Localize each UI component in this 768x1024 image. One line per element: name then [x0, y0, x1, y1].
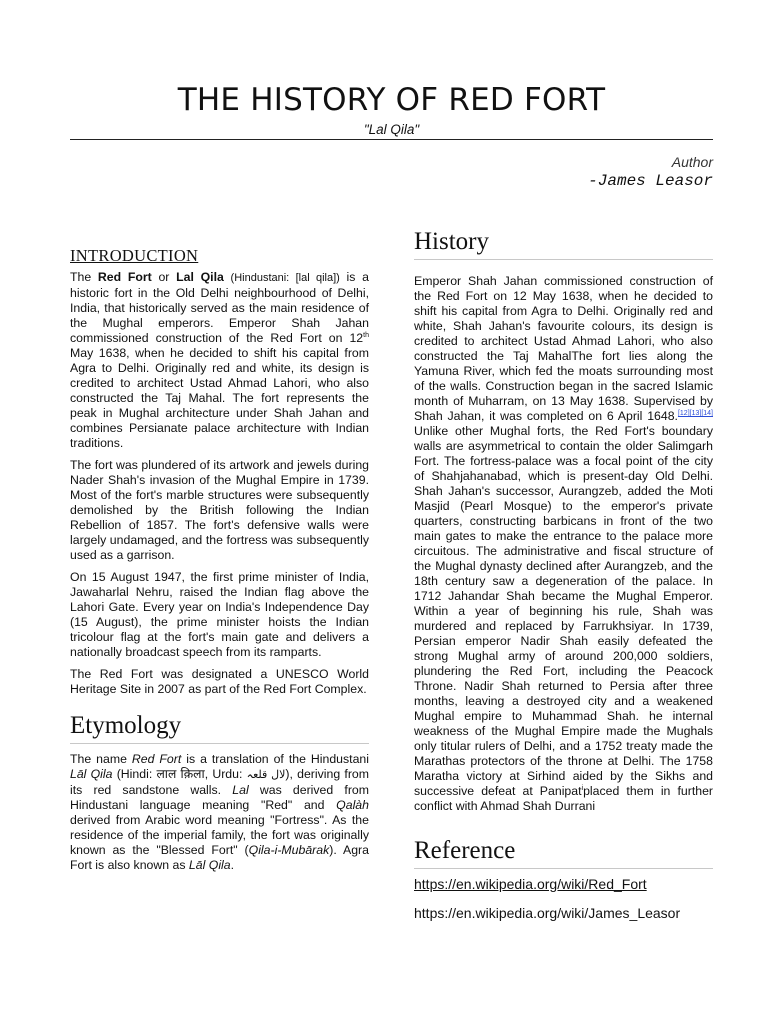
italic-term-lal: Lal [232, 783, 249, 797]
italic-term-qila-i-mubarak: Qila-i-Mubārak [248, 843, 330, 857]
text-run: is a translation of the Hindustani [181, 752, 369, 766]
introduction-heading: INTRODUCTION [70, 246, 199, 265]
text-run: placed them in further conflict with Ahmad Shah Durrani [414, 784, 714, 813]
title-divider [70, 139, 713, 140]
italic-term-red-fort: Red Fort [131, 752, 182, 766]
citation-mark: i [581, 784, 584, 792]
text-run: or [151, 270, 177, 284]
page-subtitle: "Lal Qila" [363, 122, 420, 137]
author-label: Author [671, 154, 713, 170]
text-run: ). Agra Fort is also known as [70, 843, 369, 872]
introduction-paragraph-2: The fort was plundered of its artwork and jewels during Nader Shah's invasion of the Mughal Empire in 1739. Most of the fort's marble structures were subsequently demolished by the British following the Indian Rebellion of 1857. The fort's defensive walls were largely undamaged, and the fortress was subsequently used as a garrison. [70, 458, 369, 562]
citation-link[interactable]: [12][13][14] [677, 409, 713, 417]
text-run: Emperor Shah Jahan commissioned construction of the Red Fort on 12 May 1638, when he decided to shift his capital from Agra to Delhi. Originally red and white, Shah Jahan's favourite colours, its design is credited to architect Ustad Ahmad Lahori, who also constructed the Taj MahalThe fort lies along the Yamuna River, which fed the moats surrounding most of the walls. Construction began in the sacred Islamic month of Muharram, on 13 May 1638. Supervised by Shah Jahan, it was completed on 6 April 1648. [414, 274, 713, 423]
etymology-heading: Etymology [70, 711, 369, 744]
reference-link-james-leasor[interactable]: https://en.wikipedia.org/wiki/James_Leasor [414, 905, 681, 921]
reference-link-red-fort[interactable]: https://en.wikipedia.org/wiki/Red_Fort [414, 876, 647, 892]
urdu-script: لال قلعہ [246, 769, 286, 781]
bold-term-red-fort: Red Fort [97, 270, 152, 284]
pronunciation-note: (Hindustani: [lal qila]) [230, 272, 340, 284]
italic-term-lal-qila: Lāl Qila [70, 767, 113, 781]
text-run: (Hindi: [112, 767, 157, 781]
italic-term-lal-qila: Lāl Qila [188, 858, 231, 872]
page-title: THE HISTORY OF RED FORT [177, 82, 606, 118]
introduction-paragraph-1 [70, 270, 369, 451]
text-run: was derived from Hindustani language meaning "Red" and [70, 783, 369, 812]
italic-term-qalah: Qalàh [336, 798, 369, 812]
text-run: May 1638, when he decided to shift his capital from Agra to Delhi. Originally red and white, its design is credited to architect Ustad Ahmad Lahori, who also constructed the Taj Mahal. The fort represents the peak in Mughal architecture under Shah Jahan and combines Persianate palace architecture with Indian traditions. [70, 346, 369, 450]
text-run: , Urdu: [204, 767, 247, 781]
history-heading: History [414, 227, 713, 260]
text-run: The [70, 270, 98, 284]
right-column [414, 227, 713, 930]
text-run: The name [70, 752, 132, 766]
reference-heading: Reference [414, 836, 713, 869]
text-run: ), deriving from its red sandstone walls. [70, 767, 369, 797]
etymology-paragraph [70, 752, 369, 873]
introduction-paragraph-3: On 15 August 1947, the first prime minister of India, Jawaharlal Nehru, raised the Indian flag above the Lahori Gate. Every year on India's Independence Day (15 August), the prime minister hoists the Indian tricolour flag at the fort's main gate and delivers a nationally broadcast speech from its ramparts. [70, 570, 369, 659]
hindi-script: लाल क़िला [156, 767, 205, 781]
text-run: is a historic fort in the Old Delhi neighbourhood of Delhi, India, that historically served as the main residence of the Mughal emperors. Emperor Shah Jahan commissioned construction of the Red Fort on 12 [70, 270, 369, 345]
text-run: . [230, 858, 235, 872]
text-run [224, 270, 231, 284]
bold-term-lal-qila: Lal Qila [176, 270, 224, 284]
left-column [70, 248, 369, 880]
text-run: derived from Arabic word meaning "Fortress". As the residence of the imperial family, the fort was originally known as the "Blessed Fort" ( [70, 813, 369, 857]
history-paragraph [414, 274, 713, 814]
ordinal-suffix: th [363, 331, 369, 339]
author-name: -James Leasor [588, 172, 713, 190]
introduction-paragraph-4: The Red Fort was designated a UNESCO World Heritage Site in 2007 as part of the Red Fort Complex. [70, 667, 369, 696]
text-run: Unlike other Mughal forts, the Red Fort's boundary walls are asymmetrical to contain the older Salimgarh Fort. The fortress-palace was a focal point of the city of Shahjahanabad, which is present-day Old Delhi. Shah Jahan's successor, Aurangzeb, added the Moti Masjid (Pearl Mosque) to the emperor's private quarters, constructing barbicans in front of the two main gates to make the entrance to the palace more circuitous. The administrative and fiscal structure of the Mughal dynasty declined after Aurangzeb, and the 18th century saw a degeneration of the palace. In 1712 Jahandar Shah became the Mughal Emperor. Within a year of beginning his rule, Shah was murdered and replaced by Farrukhsiyar. In 1739, Persian emperor Nadir Shah easily defeated the strong Mughal army of around 200,000 soldiers, plundering the Red Fort, including the Peacock Throne. Nadir Shah returned to Persia after three months, leaving a destroyed city and a weakened Mughal empire to Muhammad Shah. he internal weakness of the Mughal Empire made the Mughals only titular rulers of Delhi, and a 1752 treaty made the Marathas protectors of the throne at Delhi. The 1758 Maratha victory at Sirhind aided by the Sikhs and successive defeat at Panipat [414, 424, 713, 798]
